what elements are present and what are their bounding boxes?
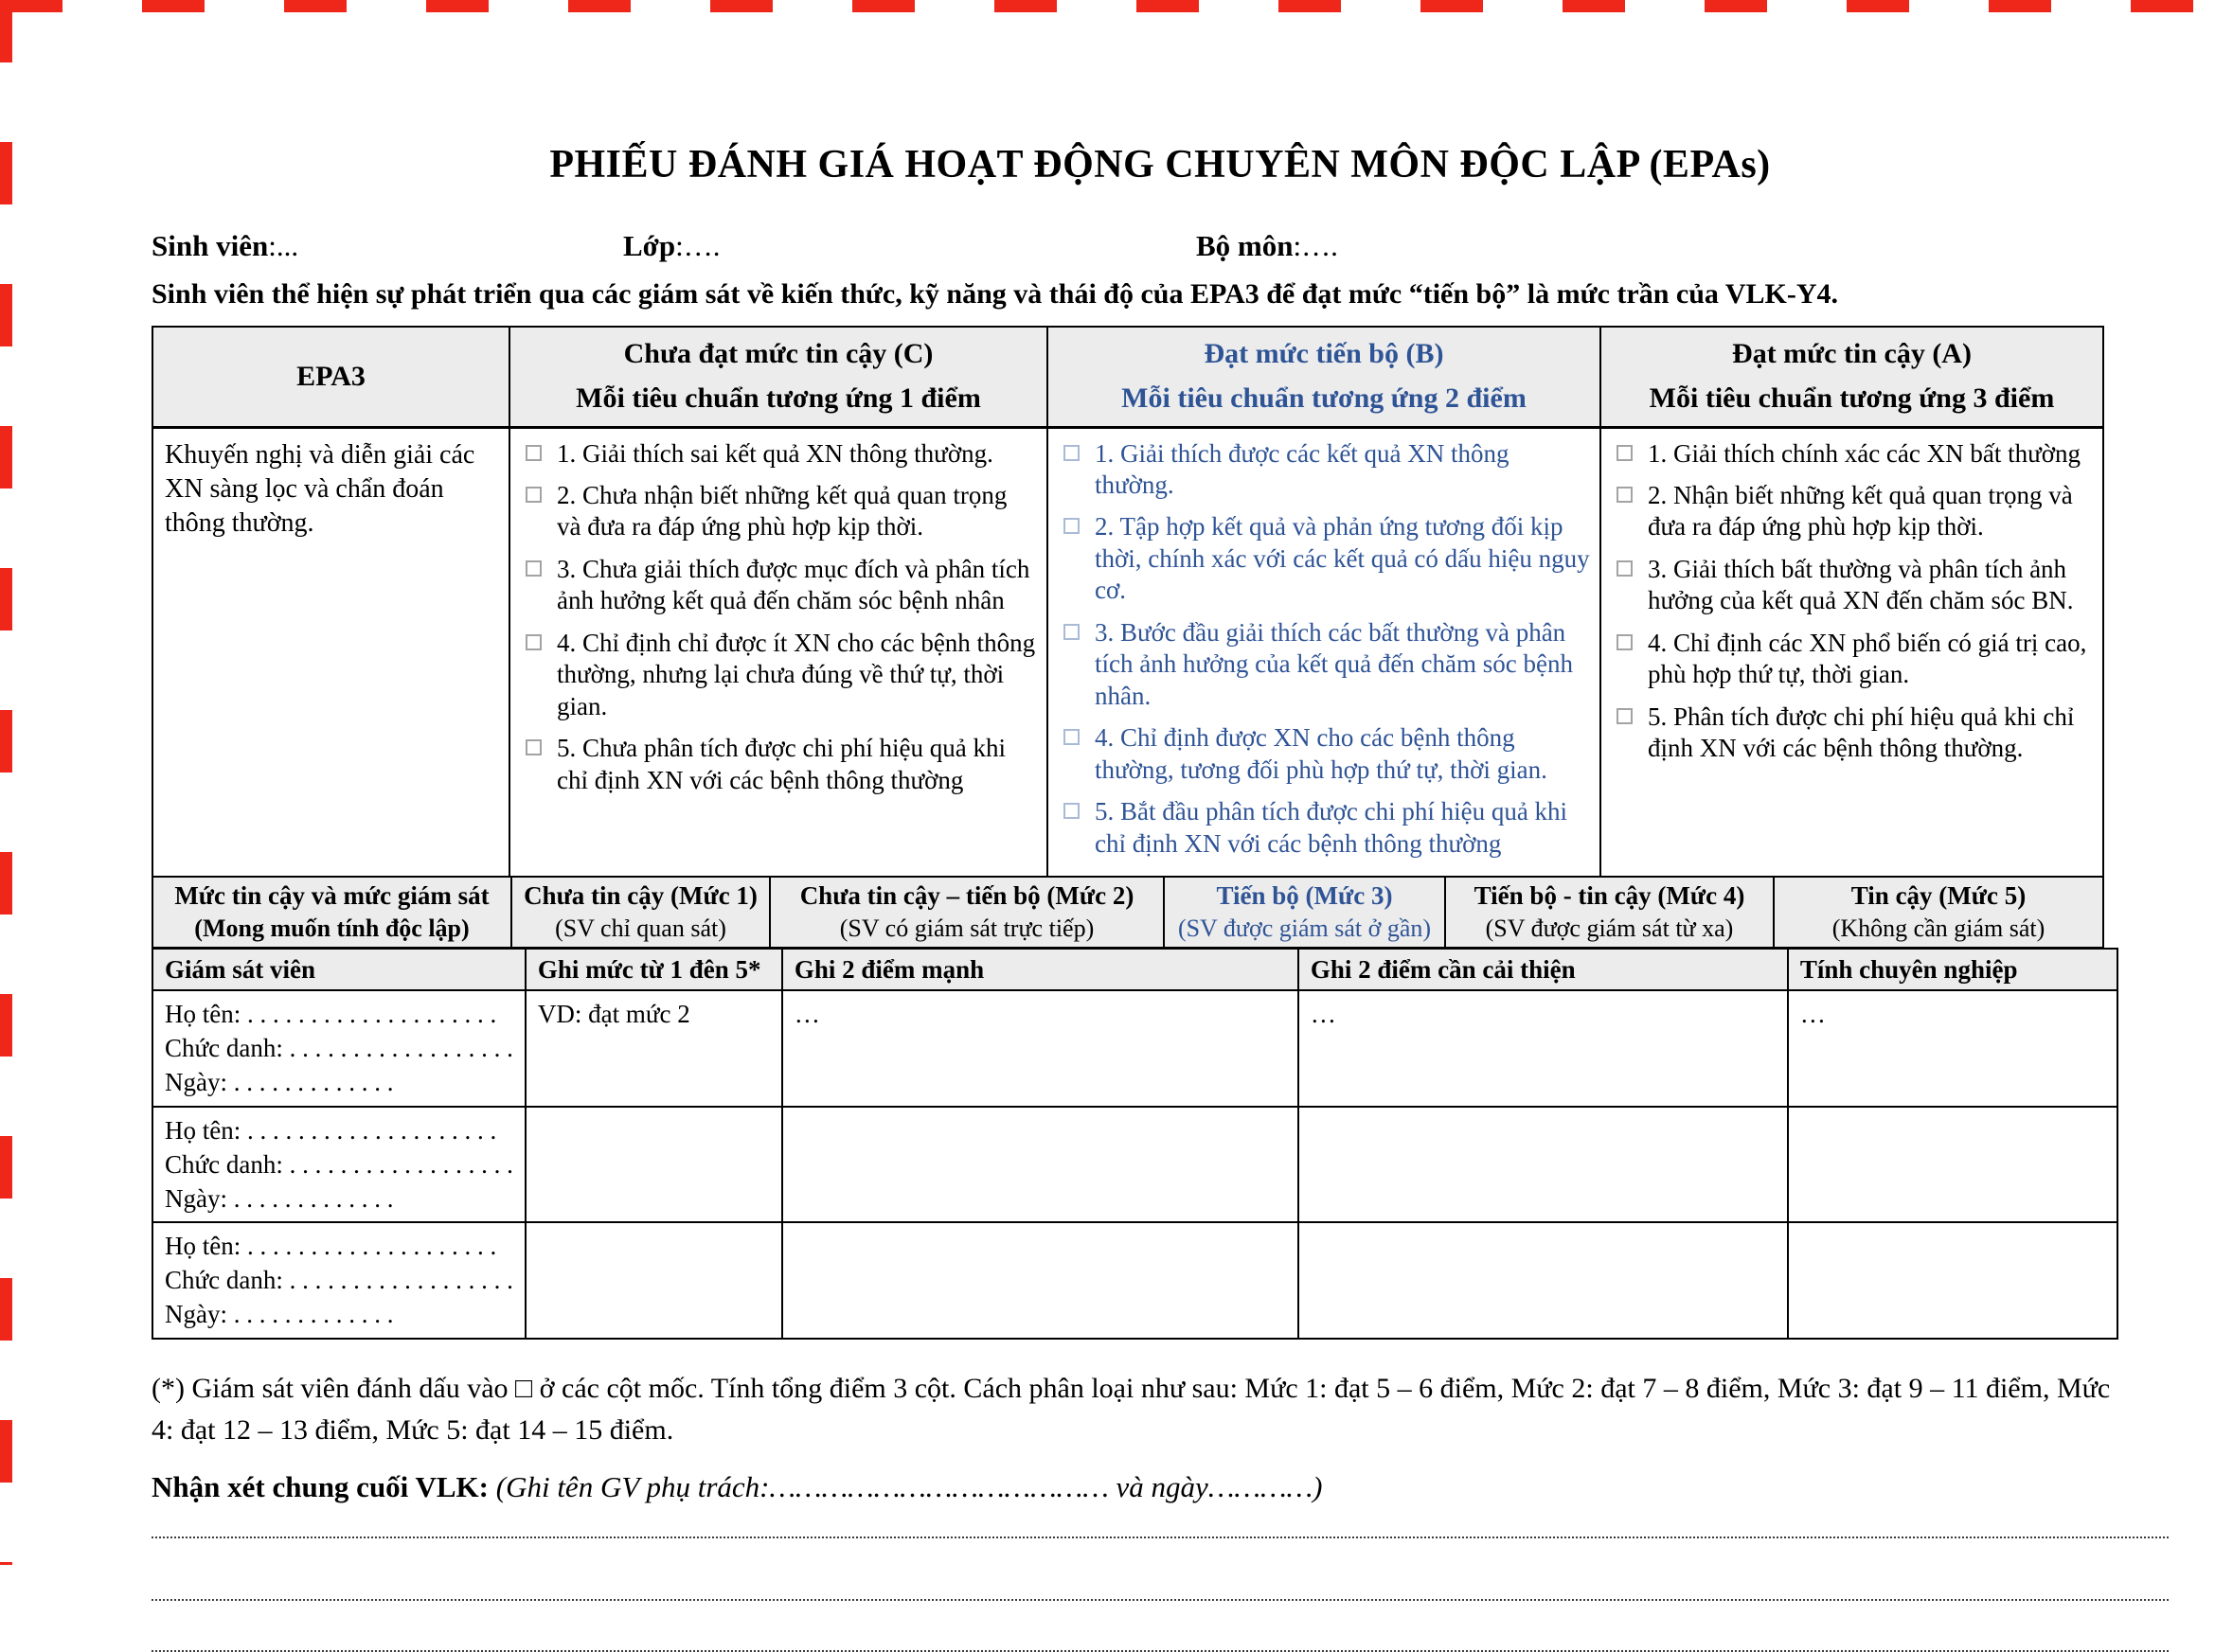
title-fill-line[interactable]: Chức danh: . . . . . . . . . . . . . . . . . .: [165, 1034, 513, 1063]
supervisor-row-3: [152, 1222, 2117, 1339]
criterion-c-2: 2. Chưa nhận biết những kết quả quan trọng và đưa ra đáp ứng phù hợp kịp thời.: [522, 480, 1037, 543]
supervision-levels-table: [152, 876, 2104, 950]
supervisor-identity-cell: [152, 1107, 526, 1223]
level-3-cell: Tiến bộ (Mức 3) (SV được giám sát ở gần): [1164, 877, 1445, 948]
level-col-header: Ghi mức từ 1 đên 5*: [526, 949, 782, 990]
supervisors-table: [152, 948, 2118, 1340]
scoring-footnote: (*) Giám sát viên đánh dấu vào □ ở các cột mốc. Tính tổng điểm 3 cột. Cách phân loại như sau: Mức 1: đạt 5 – 6 điểm, Mức 2: đạt 7 – 8 điểm, Mức 3: đạt 9 – 11 điểm, Mức 4: đạt 12 – 13 điểm, Mức 5: đạt 14 – 15 điểm.: [152, 1372, 2111, 1446]
supervisor-row-2: [152, 1107, 2117, 1223]
level-1-cell: Chưa tin cậy (Mức 1) (SV chỉ quan sát): [511, 877, 770, 948]
criterion-a-1: 1. Giải thích chính xác các XN bất thường: [1613, 438, 2093, 470]
header-level-c: Chưa đạt mức tin cậy (C) Mỗi tiêu chuẩn tương ứng 1 điểm: [509, 327, 1047, 427]
final-remark-label: Nhận xét chung cuối VLK:: [152, 1470, 489, 1504]
class-field: [623, 229, 720, 263]
level-cell[interactable]: VD: đạt mức 2: [526, 990, 782, 1107]
levels-row: [152, 877, 2103, 948]
title-fill-line[interactable]: Chức danh: . . . . . . . . . . . . . . . . . .: [165, 1266, 513, 1295]
rubric-header-row: [152, 327, 2103, 427]
strengths-cell[interactable]: [782, 1107, 1298, 1223]
professionalism-cell[interactable]: …: [1788, 990, 2117, 1107]
red-edge-marks-top-icon: [0, 0, 2215, 12]
checkbox-icon[interactable]: [526, 560, 542, 577]
criterion-c-4: 4. Chỉ định chỉ được ít XN cho các bệnh thông thường, nhưng lại chưa đúng về thứ tự, thời gian.: [522, 628, 1037, 722]
page-title: PHIẾU ĐÁNH GIÁ HOẠT ĐỘNG CHUYÊN MÔN ĐỘC LẬP (EPAs): [549, 143, 1771, 187]
name-fill-line[interactable]: Họ tên: . . . . . . . . . . . . . . . . . . . .: [165, 1115, 497, 1145]
supervisor-identity-cell: [152, 1222, 526, 1339]
student-fill-dots: :...: [268, 229, 299, 262]
comment-line-1[interactable]: [152, 1537, 2169, 1538]
student-info-line: [152, 229, 2169, 269]
improvements-cell[interactable]: …: [1298, 990, 1788, 1107]
criteria-column-b: [1047, 427, 1600, 877]
red-edge-marks-left-icon: [0, 0, 12, 1565]
criterion-b-3: 3. Bước đầu giải thích các bất thường và phân tích ảnh hưởng của kết quả đến chăm sóc bệnh nhân.: [1060, 617, 1590, 712]
checkbox-icon[interactable]: [1063, 803, 1080, 819]
date-fill-line[interactable]: Ngày: . . . . . . . . . . . . .: [165, 1068, 394, 1097]
department-field: [1196, 229, 1338, 263]
criterion-a-5: 5. Phân tích được chi phí hiệu quả khi chỉ định XN với các bệnh thông thường.: [1613, 702, 2093, 765]
criterion-a-2: 2. Nhận biết những kết quả quan trọng và đưa ra đáp ứng phù hợp kịp thời.: [1613, 480, 2093, 543]
level-2-cell: Chưa tin cậy – tiến bộ (Mức 2) (SV có giám sát trực tiếp): [770, 877, 1164, 948]
student-label: Sinh viên: [152, 229, 269, 262]
header-epa3: EPA3: [152, 327, 509, 427]
criteria-column-a: [1600, 427, 2103, 877]
title-fill-line[interactable]: Chức danh: . . . . . . . . . . . . . . . . . .: [165, 1149, 513, 1179]
level-5-cell: Tin cậy (Mức 5) (Không cần giám sát): [1774, 877, 2103, 948]
rubric-criteria-row: [152, 427, 2103, 877]
checkbox-icon[interactable]: [526, 739, 542, 755]
supervisor-row-1: [152, 990, 2117, 1107]
epa3-description: Khuyến nghị và diễn giải các XN sàng lọc và chẩn đoán thông thường.: [152, 427, 509, 877]
improvements-col-header: Ghi 2 điểm cần cải thiện: [1298, 949, 1788, 990]
date-fill-line[interactable]: Ngày: . . . . . . . . . . . . .: [165, 1300, 394, 1329]
checkbox-icon[interactable]: [1617, 634, 1633, 650]
criterion-c-1: 1. Giải thích sai kết quả XN thông thường.: [522, 438, 1037, 470]
class-label: Lớp: [623, 229, 676, 262]
professionalism-cell[interactable]: [1788, 1222, 2117, 1339]
criterion-c-5: 5. Chưa phân tích được chi phí hiệu quả khi chỉ định XN với các bệnh thông thường: [522, 733, 1037, 796]
checkbox-icon[interactable]: [1063, 624, 1080, 640]
strengths-cell[interactable]: [782, 1222, 1298, 1339]
strengths-cell[interactable]: …: [782, 990, 1298, 1107]
level-cell[interactable]: [526, 1222, 782, 1339]
criterion-b-2: 2. Tập hợp kết quả và phản ứng tương đối kịp thời, chính xác với các kết quả có dấu hiệu nguy cơ.: [1060, 511, 1590, 606]
checkbox-icon[interactable]: [1063, 445, 1080, 461]
intro-statement: Sinh viên thể hiện sự phát triển qua các giám sát về kiến thức, kỹ năng và thái độ của EPA3 để đạt mức “tiến bộ” là mức trần của VLK-Y4.: [152, 278, 1839, 310]
student-field: [152, 229, 298, 263]
criterion-b-1: 1. Giải thích được các kết quả XN thông thường.: [1060, 438, 1590, 502]
criterion-a-3: 3. Giải thích bất thường và phân tích ảnh hưởng của kết quả XN đến chăm sóc BN.: [1613, 554, 2093, 617]
improvements-cell[interactable]: [1298, 1107, 1788, 1223]
checkbox-icon[interactable]: [1617, 708, 1633, 724]
class-fill-dots: :….: [675, 229, 721, 262]
checkbox-icon[interactable]: [526, 487, 542, 503]
level-cell[interactable]: [526, 1107, 782, 1223]
criterion-a-4: 4. Chỉ định các XN phổ biến có giá trị cao, phù hợp thứ tự, thời gian.: [1613, 628, 2093, 691]
checkbox-icon[interactable]: [1617, 445, 1633, 461]
final-remark-line: [152, 1470, 2169, 1504]
levels-caption: Mức tin cậy và mức giám sát (Mong muốn tính độc lập): [152, 877, 511, 948]
improvements-cell[interactable]: [1298, 1222, 1788, 1339]
name-fill-line[interactable]: Họ tên: . . . . . . . . . . . . . . . . . . . .: [165, 1000, 497, 1029]
checkbox-icon[interactable]: [526, 634, 542, 650]
checkbox-icon[interactable]: [526, 445, 542, 461]
checkbox-icon[interactable]: [1063, 729, 1080, 745]
header-level-a: Đạt mức tin cậy (A) Mỗi tiêu chuẩn tương ứng 3 điểm: [1600, 327, 2103, 427]
checkbox-icon[interactable]: [1617, 487, 1633, 503]
supervisor-identity-cell: [152, 990, 526, 1107]
checkbox-icon[interactable]: [1617, 560, 1633, 577]
checkbox-icon[interactable]: [1063, 518, 1080, 534]
header-level-b: Đạt mức tiến bộ (B) Mỗi tiêu chuẩn tương ứng 2 điểm: [1047, 327, 1600, 427]
strengths-col-header: Ghi 2 điểm mạnh: [782, 949, 1298, 990]
professionalism-col-header: Tính chuyên nghiệp: [1788, 949, 2117, 990]
department-label: Bộ môn: [1196, 229, 1294, 262]
criterion-c-3: 3. Chưa giải thích được mục đích và phân tích ảnh hưởng kết quả đến chăm sóc bệnh nhân: [522, 554, 1037, 617]
criterion-b-4: 4. Chỉ định được XN cho các bệnh thông thường, tương đối phù hợp thứ tự, thời gian.: [1060, 722, 1590, 786]
date-fill-line[interactable]: Ngày: . . . . . . . . . . . . .: [165, 1183, 394, 1213]
final-remark-detail: (Ghi tên GV phụ trách:………………………………… và ngày…………): [489, 1470, 1323, 1504]
name-fill-line[interactable]: Họ tên: . . . . . . . . . . . . . . . . . . . .: [165, 1232, 497, 1261]
professionalism-cell[interactable]: [1788, 1107, 2117, 1223]
epa-rubric-table: [152, 326, 2104, 878]
criterion-b-5: 5. Bắt đầu phân tích được chi phí hiệu quả khi chỉ định XN với các bệnh thông thường: [1060, 796, 1590, 860]
criteria-column-c: [509, 427, 1047, 877]
supervisors-header-row: [152, 949, 2117, 990]
department-fill-dots: :….: [1293, 229, 1338, 262]
comment-line-2[interactable]: [152, 1599, 2169, 1601]
supervisor-col-header: Giám sát viên: [152, 949, 526, 990]
level-4-cell: Tiến bộ - tin cậy (Mức 4) (SV được giám sát từ xa): [1445, 877, 1774, 948]
